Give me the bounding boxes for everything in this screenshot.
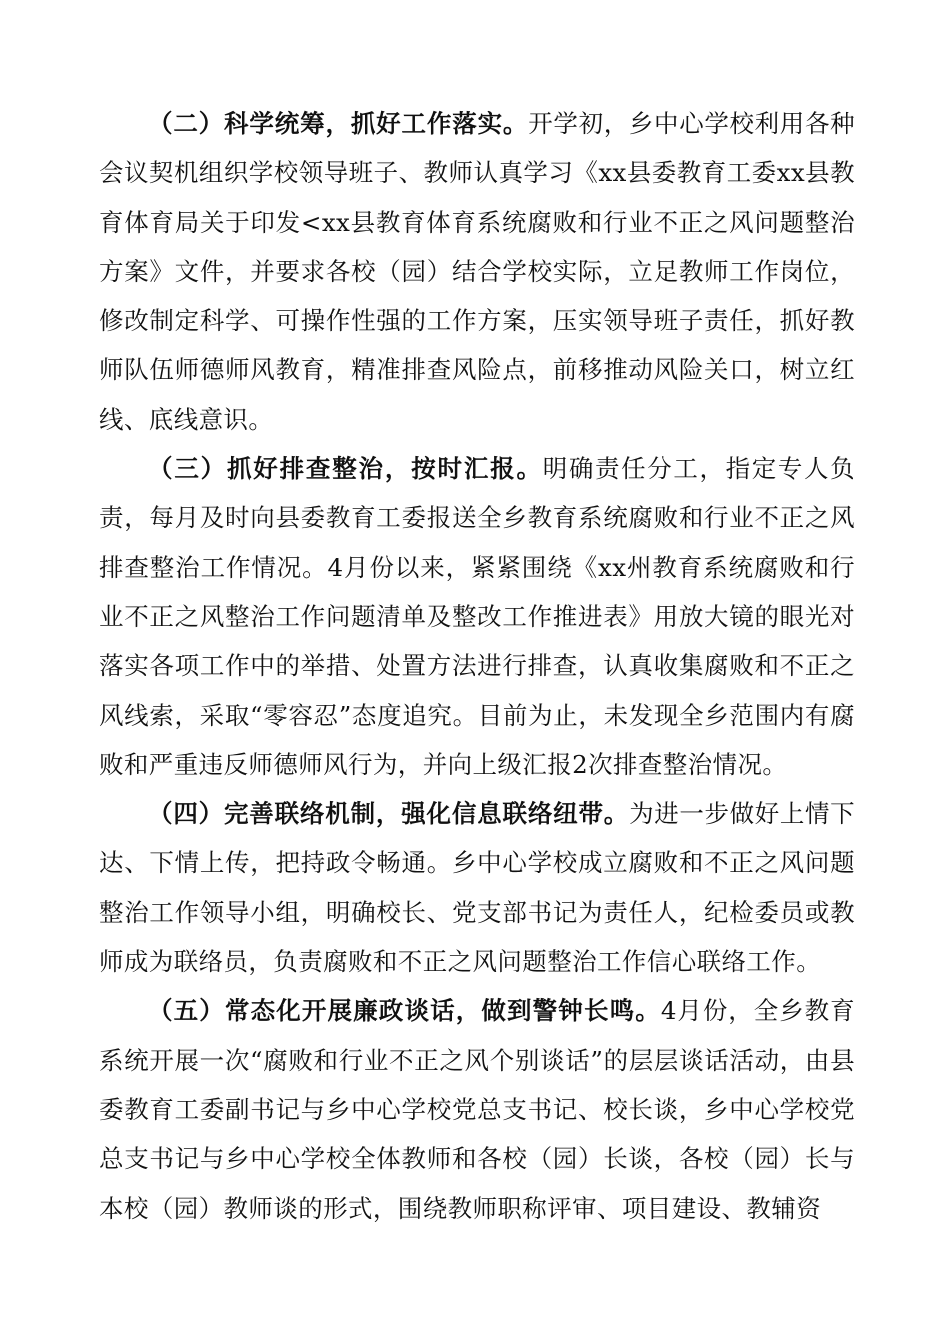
paragraph-heading: （二）科学统筹，抓好工作落实。 xyxy=(148,109,529,138)
paragraph-2 xyxy=(99,99,855,444)
document-body xyxy=(99,99,855,1233)
paragraph-3 xyxy=(99,444,855,789)
paragraph-heading: （三）抓好排查整治，按时汇报。 xyxy=(148,454,543,484)
paragraph-heading: （五）常态化开展廉政谈话，做到警钟长鸣。 xyxy=(148,996,661,1026)
paragraph-text: 开学初，乡中心学校利用各种会议契机组织学校领导班子、教师认真学习《xx县委教育工委xx县教育体育局关于印发<xx县教育体育系统腐败和行业不正之风问题整治方案》文件，并要求各校（园）结合学校实际，立足教师工作岗位，修改制定科学、可操作性强的工作方案，压实领导班子责任，抓好教师队伍师德师风教育，精准排查风险点，前移推动风险关口，树立红线、底线意识。 xyxy=(99,109,856,434)
paragraph-5 xyxy=(99,986,855,1232)
paragraph-text: 明确责任分工，指定专人负责，每月及时向县委教育工委报送全乡教育系统腐败和行业不正之风排查整治工作情况。4月份以来，紧紧围绕《xx州教育系统腐败和行业不正之风整治工作问题清单及整改工作推进表》用放大镜的眼光对落实各项工作中的举措、处置方法进行排查，认真收集腐败和不正之风线索，采取“零容忍”态度追究。目前为止，未发现全乡范围内有腐败和严重违反师德师风行为，并向上级汇报2次排查整治情况。 xyxy=(99,454,855,779)
paragraph-text: 为进一步做好上情下达、下情上传，把持政令畅通。乡中心学校成立腐败和不正之风问题整治工作领导小组，明确校长、党支部书记为责任人，纪检委员或教师成为联络员，负责腐败和不正之风问题整治工作信心联络工作。 xyxy=(99,799,855,977)
paragraph-4 xyxy=(99,789,855,986)
paragraph-heading: （四）完善联络机制，强化信息联络纽带。 xyxy=(148,799,630,829)
paragraph-text: 4月份，全乡教育系统开展一次“腐败和行业不正之风个别谈话”的层层谈话活动，由县委教育工委副书记与乡中心学校党总支书记、校长谈，乡中心学校党总支书记与乡中心学校全体教师和各校（园）长谈，各校（园）长与本校（园）教师谈的形式，围绕教师职称评审、项目建设、教辅资 xyxy=(99,996,855,1223)
